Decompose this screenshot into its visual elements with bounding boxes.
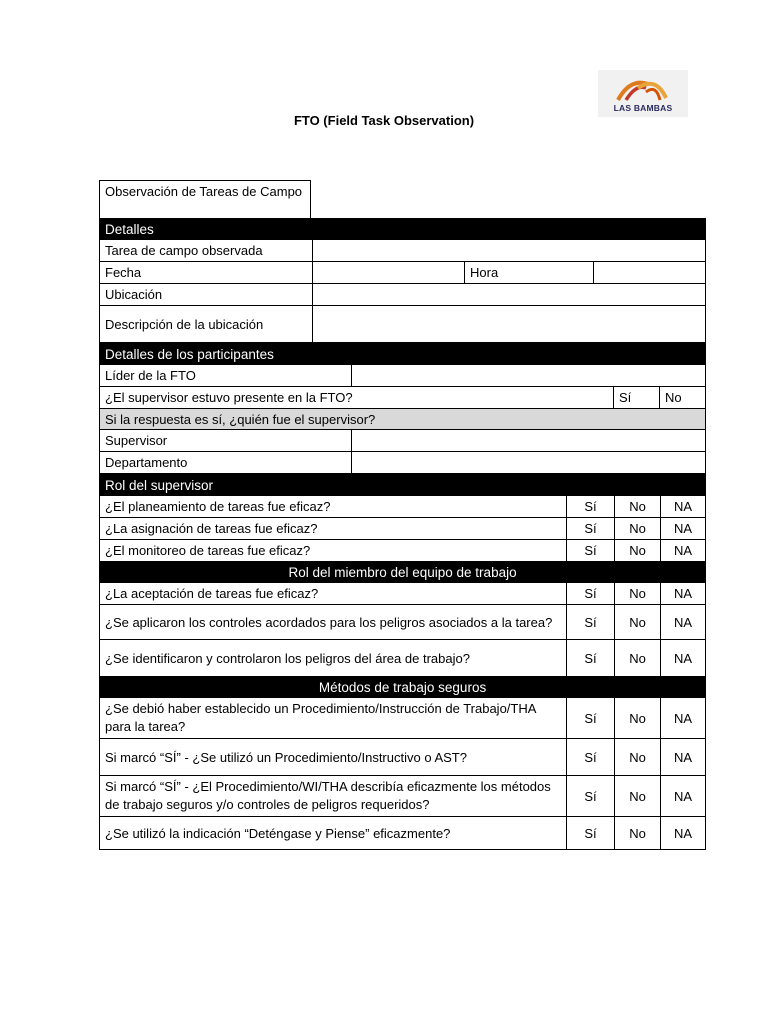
- details-heading-fill: [313, 219, 706, 240]
- logo-arcs-icon: [612, 74, 672, 104]
- safe-methods-question: Si marcó “SÍ” - ¿Se utilizó un Procedimiento/Instructivo o AST?: [100, 739, 567, 776]
- answer-na[interactable]: NA: [661, 540, 706, 562]
- department-field[interactable]: [352, 452, 706, 474]
- answer-no[interactable]: No: [615, 817, 661, 850]
- answer-yes[interactable]: Sí: [567, 776, 615, 817]
- logo-text: LAS BAMBAS: [613, 103, 673, 113]
- safe-methods-question: ¿Se utilizó la indicación “Deténgase y Piense” eficazmente?: [100, 817, 567, 850]
- safe-methods-question: ¿Se debió haber establecido un Procedimiento/Instrucción de Trabajo/THA para la tarea?: [100, 698, 567, 739]
- answer-na[interactable]: NA: [661, 776, 706, 817]
- answer-na[interactable]: NA: [661, 518, 706, 540]
- answer-na[interactable]: NA: [661, 817, 706, 850]
- if-yes-question: Si la respuesta es sí, ¿quién fue el supervisor?: [100, 409, 706, 430]
- task-field[interactable]: [313, 240, 706, 262]
- location-label: Ubicación: [100, 284, 313, 306]
- answer-na[interactable]: NA: [661, 496, 706, 518]
- answer-no[interactable]: No: [615, 640, 661, 677]
- answer-no[interactable]: No: [615, 496, 661, 518]
- supervisor-role-heading: Rol del supervisor: [100, 475, 706, 496]
- participants-table: [99, 343, 706, 474]
- answer-no[interactable]: No: [615, 605, 661, 640]
- time-label: Hora: [465, 262, 594, 284]
- location-desc-label: Descripción de la ubicación: [100, 306, 313, 343]
- team-role-heading: Rol del miembro del equipo de trabajo: [100, 562, 706, 583]
- participants-heading: Detalles de los participantes: [100, 344, 706, 365]
- answer-yes[interactable]: Sí: [567, 698, 615, 739]
- team-question: ¿Se identificaron y controlaron los peligros del área de trabajo?: [100, 640, 567, 677]
- time-field[interactable]: [594, 262, 706, 284]
- team-question: ¿La aceptación de tareas fue eficaz?: [100, 583, 567, 605]
- team-question: ¿Se aplicaron los controles acordados para los peligros asociados a la tarea?: [100, 605, 567, 640]
- answer-no[interactable]: No: [615, 583, 661, 605]
- supervisor-present-question: ¿El supervisor estuvo presente en la FTO?: [100, 387, 614, 409]
- answer-na[interactable]: NA: [661, 583, 706, 605]
- date-field[interactable]: [313, 262, 465, 284]
- leader-field[interactable]: [352, 365, 706, 387]
- answer-na[interactable]: NA: [661, 739, 706, 776]
- answer-yes[interactable]: Sí: [567, 583, 615, 605]
- answer-no[interactable]: No: [615, 776, 661, 817]
- supervisor-field[interactable]: [352, 430, 706, 452]
- answer-no[interactable]: No: [615, 739, 661, 776]
- answer-yes[interactable]: Sí: [567, 739, 615, 776]
- answer-yes[interactable]: Sí: [567, 540, 615, 562]
- supervisor-question: ¿El planeamiento de tareas fue eficaz?: [100, 496, 567, 518]
- location-desc-field[interactable]: [313, 306, 706, 343]
- answer-no[interactable]: No: [615, 698, 661, 739]
- answer-na[interactable]: NA: [661, 605, 706, 640]
- safe-methods-question: Si marcó “SÍ” - ¿El Procedimiento/WI/THA describía eficazmente los métodos de trabajo seguros y/o controles de peligros requeridos?: [100, 776, 567, 817]
- answer-yes[interactable]: Sí: [567, 640, 615, 677]
- answer-yes[interactable]: Sí: [567, 496, 615, 518]
- department-label: Departamento: [100, 452, 352, 474]
- answer-no[interactable]: No: [615, 518, 661, 540]
- answer-yes[interactable]: Sí: [567, 817, 615, 850]
- task-label: Tarea de campo observada: [100, 240, 313, 262]
- form-header-box: Observación de Tareas de Campo: [99, 180, 311, 218]
- details-heading: Detalles: [100, 219, 313, 240]
- details-table: [99, 218, 706, 343]
- questions-table: [99, 474, 706, 850]
- supervisor-label: Supervisor: [100, 430, 352, 452]
- las-bambas-logo: [598, 70, 688, 117]
- answer-na[interactable]: NA: [661, 640, 706, 677]
- safe-methods-heading: Métodos de trabajo seguros: [100, 677, 706, 698]
- fto-form: [99, 180, 705, 850]
- supervisor-question: ¿El monitoreo de tareas fue eficaz?: [100, 540, 567, 562]
- supervisor-present-no[interactable]: No: [660, 387, 706, 409]
- answer-na[interactable]: NA: [661, 698, 706, 739]
- answer-yes[interactable]: Sí: [567, 518, 615, 540]
- leader-label: Líder de la FTO: [100, 365, 352, 387]
- location-field[interactable]: [313, 284, 706, 306]
- answer-yes[interactable]: Sí: [567, 605, 615, 640]
- supervisor-question: ¿La asignación de tareas fue eficaz?: [100, 518, 567, 540]
- document-title: FTO (Field Task Observation): [293, 113, 475, 128]
- answer-no[interactable]: No: [615, 540, 661, 562]
- supervisor-present-yes[interactable]: Sí: [614, 387, 660, 409]
- date-label: Fecha: [100, 262, 313, 284]
